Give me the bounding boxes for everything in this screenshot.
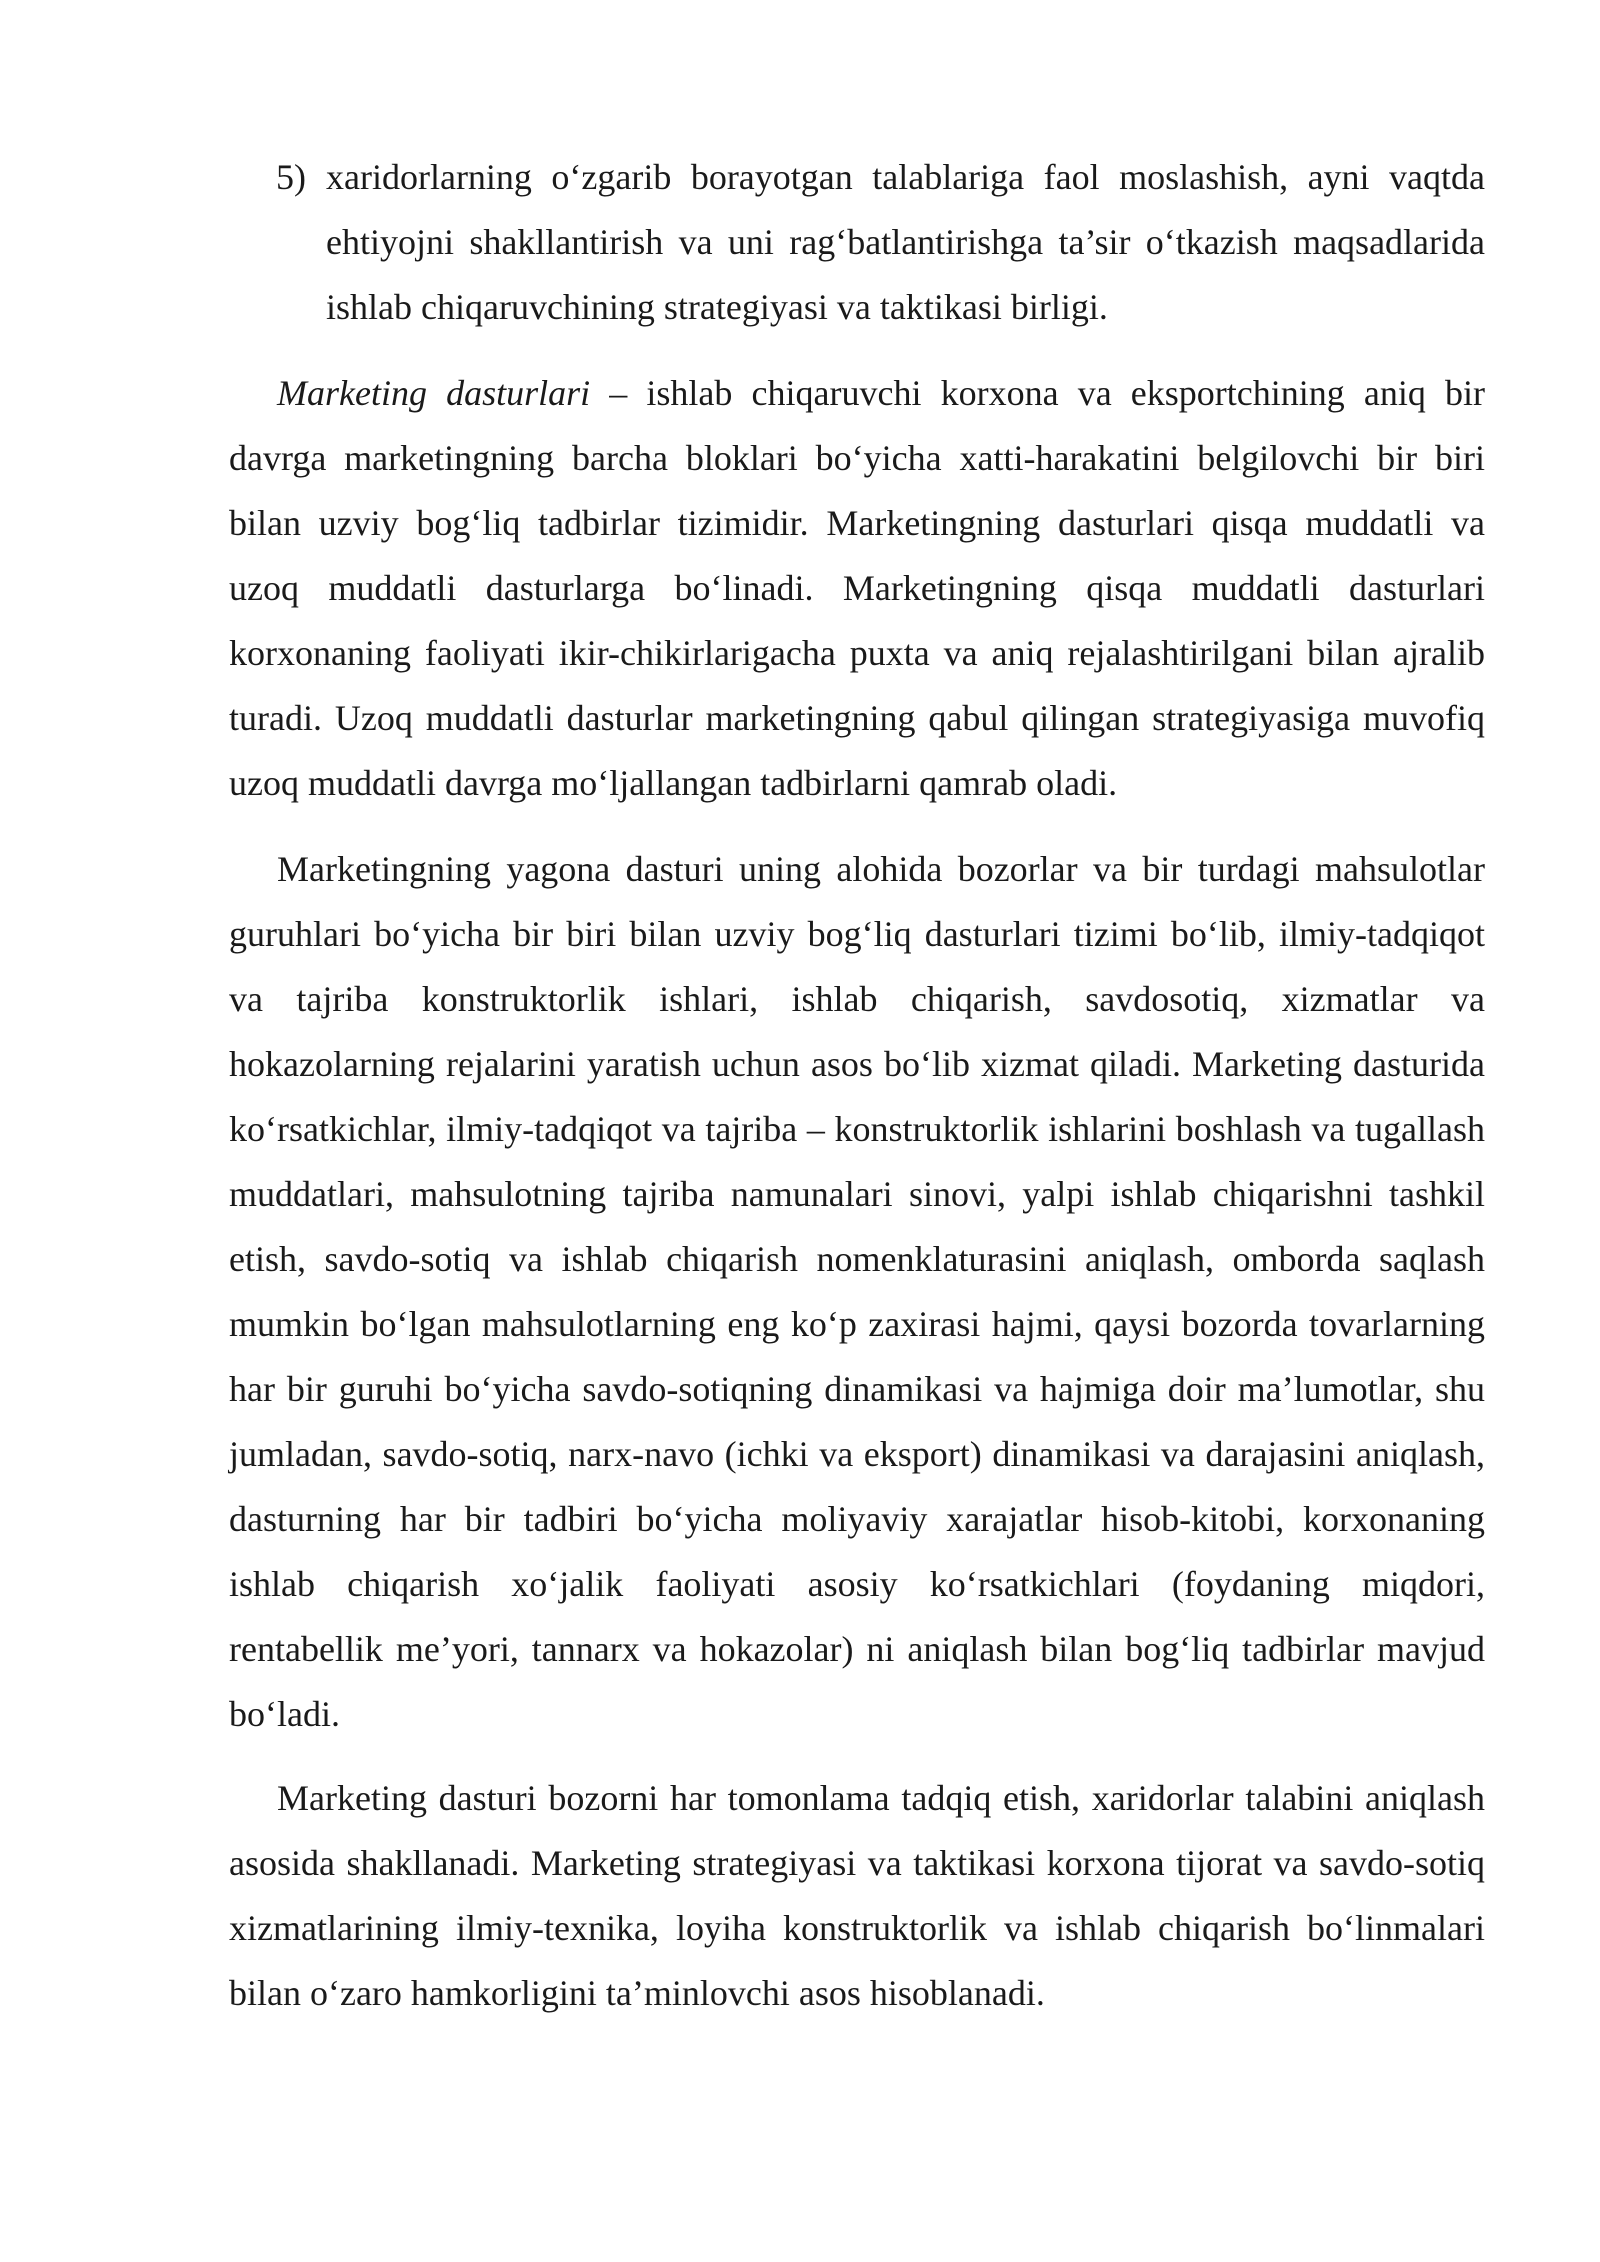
paragraph-text (229, 361, 1485, 816)
paragraph-program-basis (229, 1766, 1485, 2026)
paragraph-unified-program (229, 837, 1485, 1747)
list-item-number: 5) (276, 157, 306, 197)
paragraph-text: Marketingning yagona dasturi uning alohida bozorlar va bir turdagi mahsulotlar guruhlari bo‘yicha bir biri bilan uzviy bog‘liq dasturlari tizimi bo‘lib, ilmiy-tadqiqot va tajriba konstruktorlik ishlari, ishlab chiqarish, savdosotiq, xizmatlar va hokazolarning rejalarini yaratish uchun asos bo‘lib xizmat qiladi. Marketing dasturida ko‘rsatkichlar, ilmiy-tadqiqot va tajriba – konstruktorlik ishlarini boshlash va tugallash muddatlari, mahsulotning tajriba namunalari sinovi, yalpi ishlab chiqarishni tashkil etish, savdo-sotiq va ishlab chiqarish nomenklaturasini aniqlash, omborda saqlash mumkin bo‘lgan mahsulotlarning eng ko‘p zaxirasi hajmi, qaysi bozorda tovarlarning har bir guruhi bo‘yicha savdo-sotiqning dinamikasi va hajmiga doir ma’lumotlar, shu jumladan, savdo-sotiq, narx-navo (ichki va eksport) dinamikasi va darajasini aniqlash, dasturning har bir tadbiri bo‘yicha moliyaviy xarajatlar hisob-kitobi, korxonaning ishlab chiqarish xo‘jalik faoliyati asosiy ko‘rsatkichlari (foydaning miqdori, rentabellik me’yori, tannarx va hokazolar) ni aniqlash bilan bog‘liq tadbirlar mavjud bo‘ladi. (229, 849, 1485, 1734)
list-item-text: xaridorlarning o‘zgarib borayotgan talablariga faol moslashish, ayni vaqtda ehtiyojni shakllantirish va uni rag‘batlantirishga ta’sir o‘tkazish maqsadlarida ishlab chiqaruvchining strategiyasi va taktikasi birligi. (326, 157, 1485, 327)
paragraph-text: Marketing dasturi bozorni har tomonlama tadqiq etish, xaridorlar talabini aniqlash asosida shakllanadi. Marketing strategiyasi va taktikasi korxona tijorat va savdo-sotiq xizmatlarining ilmiy-texnika, loyiha konstruktorlik va ishlab chiqarish bo‘linmalari bilan o‘zaro hamkorligini ta’minlovchi asos hisoblanadi. (229, 1778, 1485, 2013)
paragraph-marketing-programs (229, 361, 1485, 816)
defined-term: Marketing dasturlari (277, 373, 591, 413)
definition-text: – ishlab chiqaruvchi korxona va eksportchining aniq bir davrga marketingning barcha bloklari bo‘yicha xatti-harakatini belgilovchi bir biri bilan uzviy bog‘liq tadbirlar tizimidir. Marketingning dasturlari qisqa muddatli va uzoq muddatli dasturlarga bo‘linadi. Marketingning qisqa muddatli dasturlari korxonaning faoliyati ikir-chikirlarigacha puxta va aniq rejalashtirilgani bilan ajralib turadi. Uzoq muddatli dasturlar marketingning qabul qilingan strategiyasiga muvofiq uzoq muddatli davrga mo‘ljallangan tadbirlarni qamrab oladi. (229, 373, 1486, 803)
